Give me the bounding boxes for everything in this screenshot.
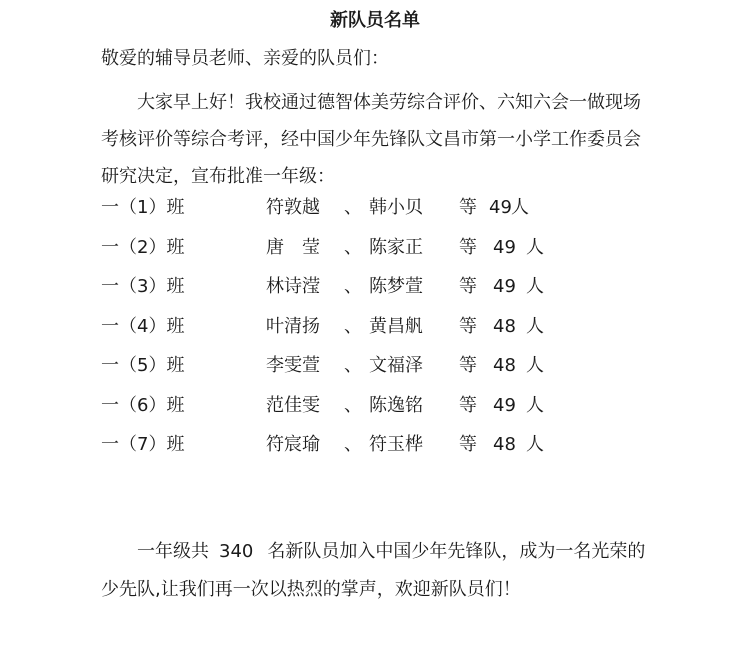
people-unit: 人 xyxy=(526,276,544,297)
member-count: 48 xyxy=(493,355,516,376)
etc-word: 等 xyxy=(459,394,477,416)
member-name-first: 符宸瑜 xyxy=(266,434,320,455)
class-row-7 xyxy=(101,430,661,470)
etc-word: 等 xyxy=(459,434,477,455)
member-count: 48 xyxy=(493,434,516,455)
people-unit: 人 xyxy=(511,197,529,218)
member-count: 49 xyxy=(493,276,516,297)
member-name-second: 陈梦萱 xyxy=(369,276,423,297)
class-row-5 xyxy=(101,351,661,391)
class-row-6 xyxy=(101,391,661,431)
name-separator: 、 xyxy=(344,276,362,297)
class-list xyxy=(101,193,661,470)
member-name-first: 叶清扬 xyxy=(266,315,320,337)
member-count: 49 xyxy=(493,236,516,258)
intro-line: 研究决定，宣布批准一年级： xyxy=(101,166,335,187)
total-count: 340 xyxy=(219,541,254,562)
etc-word: 等 xyxy=(459,355,477,376)
intro-paragraph xyxy=(101,84,681,195)
member-name-second: 陈逸铭 xyxy=(369,394,423,416)
member-count: 49 xyxy=(489,197,512,218)
people-unit: 人 xyxy=(526,434,544,455)
name-separator: 、 xyxy=(344,315,362,337)
salutation: 敬爱的辅导员老师、亲爱的队员们： xyxy=(101,48,389,69)
etc-word: 等 xyxy=(459,315,477,337)
member-name-first: 符敦越 xyxy=(266,197,320,218)
class-row-1 xyxy=(101,193,661,233)
name-separator: 、 xyxy=(344,434,362,455)
member-name-first: 范佳雯 xyxy=(266,394,320,416)
member-name-second: 符玉桦 xyxy=(369,434,423,455)
class-label: 一（5）班 xyxy=(101,355,185,376)
member-name-second: 黄昌舤 xyxy=(369,315,423,337)
etc-word: 等 xyxy=(459,197,477,218)
class-label: 一（4）班 xyxy=(101,315,185,337)
closing-paragraph xyxy=(101,533,681,609)
class-label: 一（3）班 xyxy=(101,276,185,297)
member-name-first: 李雯萱 xyxy=(266,355,320,376)
name-separator: 、 xyxy=(344,236,362,258)
class-label: 一（2）班 xyxy=(101,236,185,258)
etc-word: 等 xyxy=(459,276,477,297)
etc-word: 等 xyxy=(459,236,477,258)
people-unit: 人 xyxy=(526,355,544,376)
member-name-second: 韩小贝 xyxy=(369,197,423,218)
class-label: 一（7）班 xyxy=(101,434,185,455)
member-name-second: 陈家正 xyxy=(369,236,423,258)
member-name-first: 林诗滢 xyxy=(266,276,320,297)
closing-suffix: 名新队员加入中国少年先锋队，成为一名光荣的 xyxy=(267,541,646,562)
people-unit: 人 xyxy=(526,315,544,337)
member-name-first: 唐 莹 xyxy=(266,236,320,258)
closing-line xyxy=(101,533,681,571)
class-label: 一（6）班 xyxy=(101,394,185,416)
member-count: 49 xyxy=(493,394,516,416)
people-unit: 人 xyxy=(526,394,544,416)
document-title: 新队员名单 xyxy=(330,10,420,31)
class-row-3 xyxy=(101,272,661,312)
closing-line: 少先队,让我们再一次以热烈的掌声，欢迎新队员们！ xyxy=(101,579,521,600)
name-separator: 、 xyxy=(344,355,362,376)
intro-line: 考核评价等综合考评，经中国少年先锋队文昌市第一小学工作委员会 xyxy=(101,129,641,150)
class-row-2 xyxy=(101,233,661,273)
closing-prefix: 一年级共 xyxy=(137,541,209,562)
people-unit: 人 xyxy=(526,236,544,258)
member-count: 48 xyxy=(493,315,516,337)
name-separator: 、 xyxy=(344,197,362,218)
member-name-second: 文福泽 xyxy=(369,355,423,376)
name-separator: 、 xyxy=(344,394,362,416)
class-row-4 xyxy=(101,312,661,352)
class-label: 一（1）班 xyxy=(101,197,185,218)
intro-line: 大家早上好！我校通过德智体美劳综合评价、六知六会一做现场 xyxy=(137,92,641,113)
